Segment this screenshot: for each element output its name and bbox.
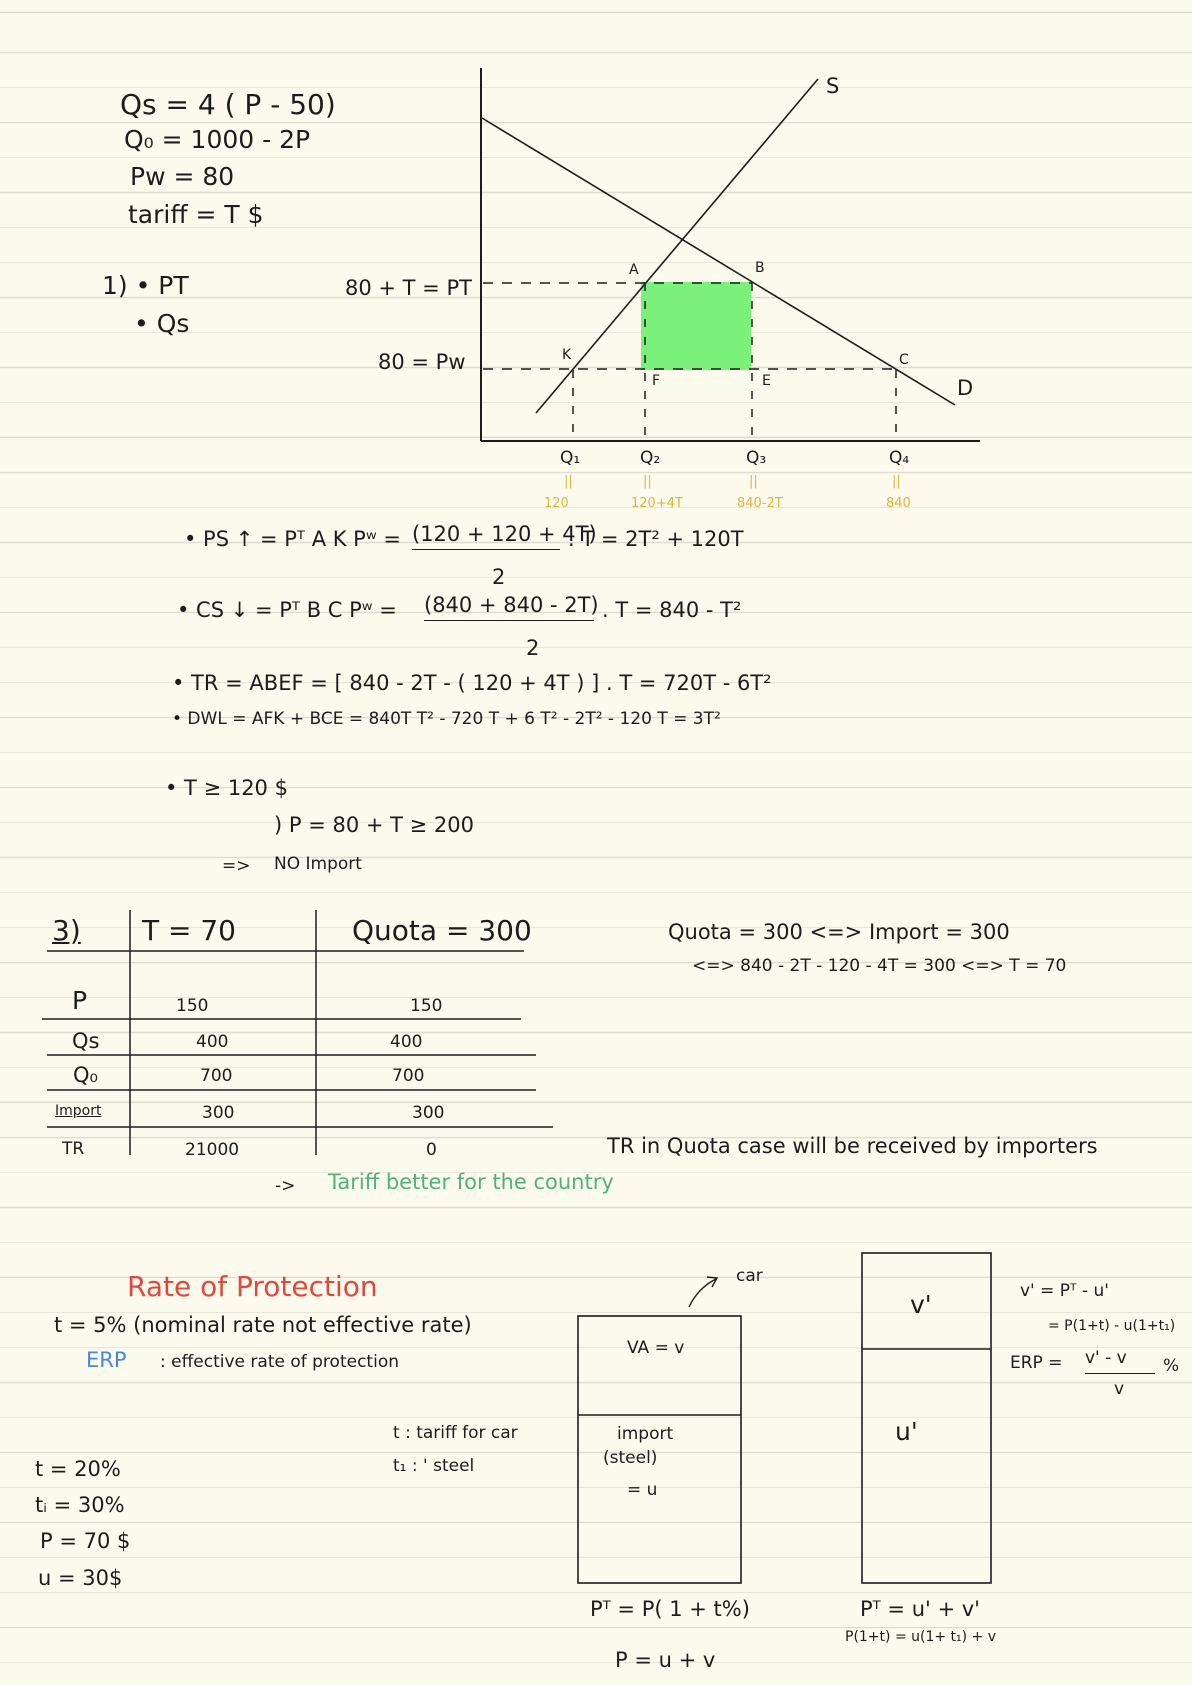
erp-definition: : effective rate of protection (160, 1352, 399, 1372)
q3-value: 840-2T (737, 496, 783, 511)
q1-value: 120 (544, 496, 569, 511)
supply-equation: Qs = 4 ( P - 50) (120, 88, 336, 121)
prohibitive-price: ) P = 80 + T ≥ 200 (274, 813, 475, 837)
v-prime-expanded: = P(1+t) - u(1+t₁) (1048, 1318, 1176, 1334)
import-label: import (617, 1424, 674, 1444)
v-prime-formula: v' = Pᵀ - u' (1020, 1281, 1109, 1301)
pt-axis-label: 80 + T = PT (345, 276, 472, 300)
erp-denominator: v (1114, 1379, 1125, 1399)
cs-formula-lhs: • CS ↓ = Pᵀ B C Pʷ = (177, 598, 397, 622)
cs-formula-denominator: 2 (526, 636, 540, 660)
point-e-label: E (762, 373, 771, 389)
q2-label: Q₂ (640, 448, 661, 468)
row-label-tr: TR (62, 1139, 85, 1159)
erp-numerator: v' - v (1085, 1348, 1127, 1368)
tariff-price-decomposition: Pᵀ = u' + v' (860, 1597, 980, 1621)
question-1-label: 1) • PT (102, 271, 189, 300)
point-f-label: F (652, 373, 661, 389)
tariff-column-header: T = 70 (142, 914, 236, 947)
quota-price-value: 150 (410, 996, 443, 1016)
quota-tr-value: 0 (426, 1140, 437, 1160)
no-import-conclusion: NO Import (274, 854, 362, 874)
q4-value: 840 (886, 496, 911, 511)
ps-formula-rhs: . T = 2T² + 120T (568, 527, 744, 551)
steel-tariff-definition: t₁ : ' steel (393, 1456, 475, 1476)
point-k-label: K (562, 347, 572, 363)
demand-equation: Q₀ = 1000 - 2P (124, 125, 311, 154)
ps-formula-numerator: (120 + 120 + 4T) (412, 522, 597, 546)
cs-formula-rhs: . T = 840 - T² (602, 598, 742, 622)
quota-import-value: 300 (412, 1103, 445, 1123)
conclusion-arrow: -> (275, 1176, 296, 1196)
tariff-import-value: 300 (202, 1103, 235, 1123)
quota-qd-value: 700 (392, 1066, 425, 1086)
import-equals-u: = u (627, 1480, 658, 1500)
q3-equal-mark: || (749, 474, 758, 489)
tariff-price-formula: Pᵀ = P( 1 + t%) (590, 1597, 750, 1621)
point-b-label: B (755, 260, 765, 276)
row-label-import: Import (55, 1103, 102, 1119)
erp-fraction-bar (1085, 1373, 1155, 1374)
quota-import-note: Quota = 300 <=> Import = 300 (668, 920, 1010, 944)
tariff-revenue-formula: • TR = ABEF = [ 840 - 2T - ( 120 + 4T ) ] . T = 720T - 6T² (172, 671, 772, 695)
car-label: car (736, 1266, 763, 1286)
point-a-label: A (629, 262, 639, 278)
tariff-qd-value: 700 (200, 1066, 233, 1086)
q2-equal-mark: || (643, 474, 652, 489)
ps-formula-lhs: • PS ↑ = Pᵀ A K Pʷ = (184, 527, 401, 551)
q4-label: Q₄ (889, 448, 910, 468)
prohibitive-tariff-condition: • T ≥ 120 $ (165, 776, 288, 800)
pw-axis-label: 80 = Pw (378, 350, 466, 374)
deadweight-loss-formula: • DWL = AFK + BCE = 840T T² - 720 T + 6 T² - 2T² - 120 T = 3T² (172, 709, 721, 729)
quota-revenue-note: TR in Quota case will be received by importers (607, 1134, 1098, 1158)
given-car-tariff: t = 20% (35, 1457, 121, 1481)
tariff-qs-value: 400 (196, 1032, 229, 1052)
world-price: Pw = 80 (130, 162, 235, 191)
point-c-label: C (899, 352, 909, 368)
q2-value: 120+4T (631, 496, 683, 511)
car-pointer-arrow (689, 1279, 716, 1307)
u-prime-label: u' (895, 1417, 918, 1446)
row-label-qs: Qs (72, 1029, 100, 1053)
nominal-rate-line: t = 5% (nominal rate not effective rate) (54, 1313, 472, 1337)
v-prime-label: v' (910, 1290, 932, 1319)
question-1-sub: • Qs (134, 309, 190, 338)
tariff-tr-value: 21000 (185, 1140, 240, 1160)
erp-percent: % (1163, 1356, 1180, 1376)
ps-fraction-bar (412, 549, 560, 550)
erp-abbreviation: ERP (86, 1348, 127, 1372)
tariff-definition: tariff = T $ (128, 200, 264, 229)
quota-equivalent-tariff-note: <=> 840 - 2T - 120 - 4T = 300 <=> T = 70 (692, 956, 1067, 976)
quota-column-header: Quota = 300 (352, 914, 532, 947)
ps-formula-denominator: 2 (492, 565, 506, 589)
cs-formula-numerator: (840 + 840 - 2T) (424, 593, 599, 617)
question-3-label: 3) (52, 914, 81, 947)
price-decomposition: P = u + v (615, 1648, 716, 1672)
given-input-cost: u = 30$ (38, 1566, 123, 1590)
row-label-price: P (72, 986, 88, 1015)
implies-arrow: => (222, 856, 251, 876)
given-steel-tariff: tᵢ = 30% (35, 1493, 125, 1517)
given-price: P = 70 $ (40, 1529, 131, 1553)
steel-label: (steel) (603, 1448, 658, 1468)
tariff-revenue-area (641, 282, 751, 370)
q1-label: Q₁ (560, 448, 581, 468)
car-tariff-definition: t : tariff for car (393, 1423, 518, 1443)
quota-qs-value: 400 (390, 1032, 423, 1052)
tariff-better-conclusion: Tariff better for the country (328, 1170, 614, 1194)
rate-of-protection-title: Rate of Protection (127, 1270, 378, 1303)
row-label-qd: Q₀ (73, 1063, 98, 1087)
q1-equal-mark: || (564, 474, 573, 489)
value-added-label: VA = v (627, 1338, 685, 1358)
cs-fraction-bar (424, 620, 594, 621)
q4-equal-mark: || (892, 474, 901, 489)
q3-label: Q₃ (746, 448, 767, 468)
supply-label: S (826, 74, 840, 98)
tariff-price-expanded: P(1+t) = u(1+ t₁) + v (845, 1629, 997, 1645)
tariff-price-value: 150 (176, 996, 209, 1016)
erp-equals: ERP = (1010, 1353, 1063, 1373)
demand-label: D (957, 376, 974, 400)
